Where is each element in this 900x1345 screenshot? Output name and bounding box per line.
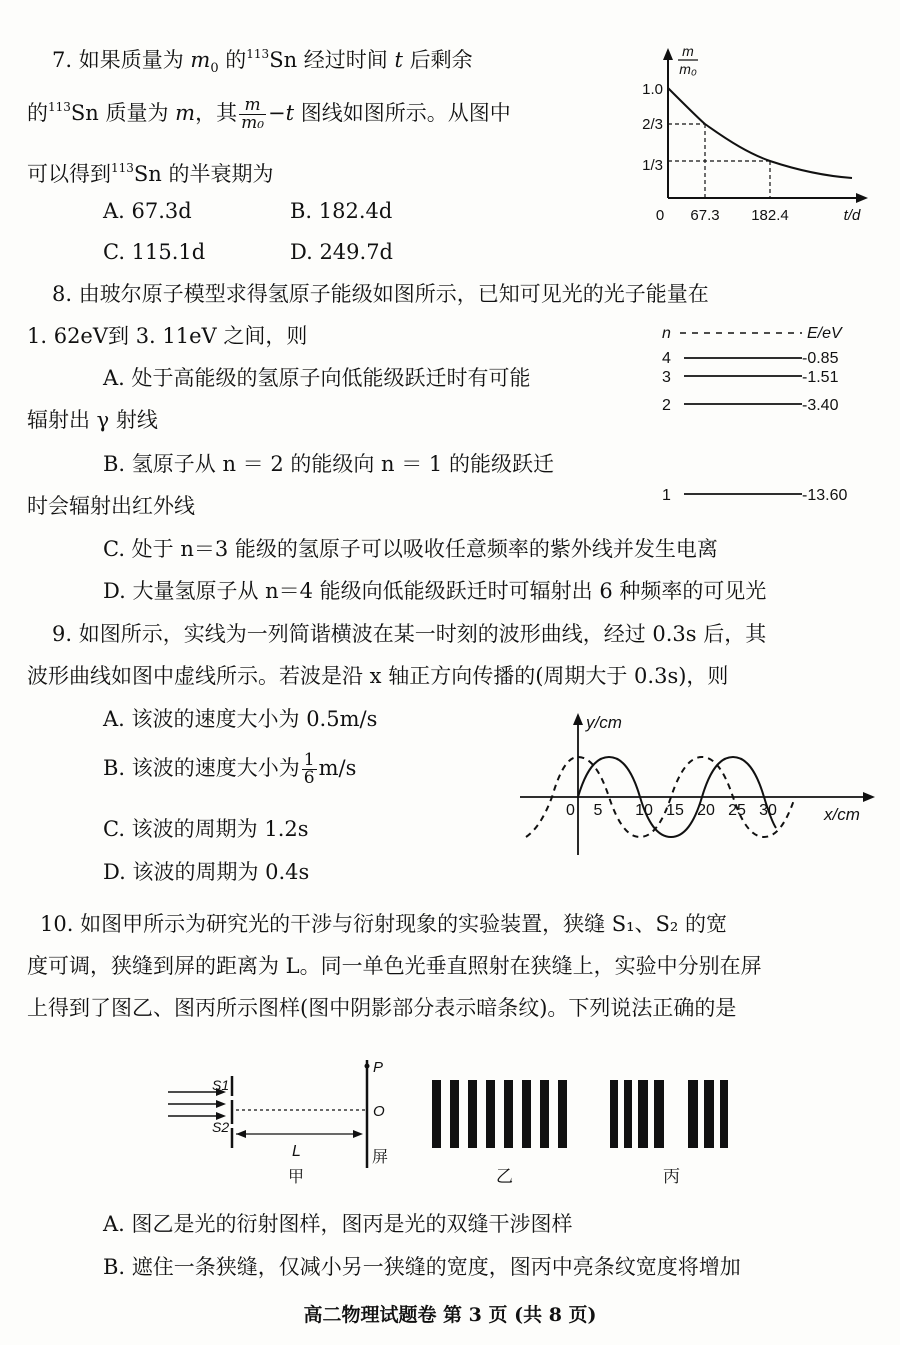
q9-line-2: 波形曲线如图中虚线所示。若波是沿 x 轴正方向传播的(周期大于 0.3s)，则: [27, 664, 729, 688]
q9-xtick-5: 5: [593, 802, 603, 819]
q10-option-a: A. 图乙是光的衍射图样，图丙是光的双缝干涉图样: [103, 1212, 573, 1236]
q7-line-2: 的$^{113}$Sn 质量为 m，其 $\frac{m}{\text{m₀}}$ −t 图线如图所示。从图中: [27, 95, 511, 133]
q9-xtick-30: 30: [759, 802, 777, 819]
q7-option-b: B. 182.4d: [290, 199, 393, 223]
q8-option-c: C. 处于 n＝3 能级的氢原子可以吸收任意频率的紫外线并发生电离: [103, 537, 718, 561]
q10-o-label: O: [373, 1103, 385, 1120]
q8-n-label: n: [662, 325, 671, 342]
q8-level-4-e: -0.85: [802, 350, 839, 367]
q8-line-1: 8. 由玻尔原子模型求得氢原子能级如图所示，已知可见光的光子能量在: [52, 282, 709, 306]
page-footer: 高二物理试题卷 第 3 页 (共 8 页): [303, 1304, 597, 1326]
q8-e-label: E/eV: [807, 325, 842, 342]
q7-origin: 0: [655, 207, 665, 224]
q8-option-d: D. 大量氢原子从 n＝4 能级向低能级跃迁时可辐射出 6 种频率的可见光: [103, 579, 767, 603]
q9-xlabel: x/cm: [824, 805, 860, 824]
q7-line-1: 7. 如果质量为 $m_0$ 的$^{113}$Sn 经过时间 t 后剩余: [52, 47, 473, 77]
q7-decay-graph: [630, 38, 880, 228]
q8-line-2: 1. 62eV到 3. 11eV 之间，则: [27, 324, 308, 348]
q10-bing-label: 丙: [663, 1167, 680, 1187]
q10-yi-label: 乙: [496, 1167, 513, 1187]
q8-option-a-1: A. 处于高能级的氢原子向低能级跃迁时有可能: [103, 366, 531, 390]
q8-level-3-e: -1.51: [802, 369, 839, 386]
q10-pattern-bing: [610, 1080, 740, 1148]
q7-ylabel-num: m: [682, 43, 694, 59]
q7-option-d: D. 249.7d: [290, 240, 394, 264]
q9-origin: 0: [566, 802, 575, 819]
q9-line-1: 9. 如图所示，实线为一列简谐横波在某一时刻的波形曲线，经过 0.3s 后，其: [52, 622, 767, 646]
q10-s1-label: S1: [212, 1077, 230, 1093]
q9-option-a: A. 该波的速度大小为 0.5m/s: [103, 707, 378, 731]
q7-ytick-3: 1/3: [642, 157, 663, 174]
q8-level-1-e: -13.60: [802, 487, 848, 504]
q7-decay-curve: [668, 88, 852, 178]
q9-xtick-10: 10: [635, 802, 653, 819]
q8-energy-level-diagram: [650, 318, 890, 518]
q10-p-label: P: [373, 1059, 384, 1076]
q7-ytick-2: 2/3: [642, 116, 663, 133]
q10-s2-label: S2: [212, 1119, 230, 1135]
q10-l-label: L: [292, 1143, 301, 1160]
q7-fraction: $\frac{m}{\text{m₀}}$: [241, 95, 265, 133]
q8-option-b-2: 时会辐射出红外线: [27, 494, 195, 518]
q7-xtick-1: 67.3: [690, 207, 720, 224]
q9-option-b: B. 该波的速度大小为 $\frac{1}{6}$ m/s: [103, 750, 357, 788]
q10-line-3: 上得到了图乙、图丙所示图样(图中阴影部分表示暗条纹)。下列说法正确的是: [27, 996, 737, 1020]
q9-ylabel: y/cm: [586, 713, 622, 732]
q9-xtick-20: 20: [697, 802, 715, 819]
q7-xlabel: t/d: [843, 207, 861, 224]
q10-screen-label: 屏: [372, 1149, 389, 1166]
q8-level-4-n: 4: [662, 350, 671, 367]
q8-option-a-2: 辐射出 γ 射线: [27, 408, 158, 432]
q9-wave-graph: [512, 700, 897, 860]
q7-option-c: C. 115.1d: [103, 240, 206, 264]
q10-apparatus-figure: [160, 1050, 400, 1190]
q8-level-2-n: 2: [662, 397, 671, 414]
q10-option-b: B. 遮住一条狭缝，仅减小另一狭缝的宽度，图丙中亮条纹宽度将增加: [103, 1255, 741, 1279]
q9-xtick-15: 15: [666, 802, 684, 819]
q8-option-b-1: B. 氢原子从 n ＝ 2 的能级向 n ＝ 1 的能级跃迁: [103, 452, 554, 476]
q10-line-1: 10. 如图甲所示为研究光的干涉与衍射现象的实验装置，狭缝 S₁、S₂ 的宽: [40, 912, 728, 936]
q7-ytick-1: 1.0: [642, 81, 663, 98]
q10-line-2: 度可调，狭缝到屏的距离为 L。同一单色光垂直照射在狭缝上，实验中分别在屏: [27, 954, 762, 978]
q9-option-c: C. 该波的周期为 1.2s: [103, 817, 309, 841]
q7-option-a: A. 67.3d: [103, 199, 192, 223]
q7-ylabel-den: m₀: [679, 61, 697, 77]
q8-level-1-n: 1: [662, 487, 671, 504]
q10-pattern-yi: [432, 1080, 582, 1148]
q9-option-d: D. 该波的周期为 0.4s: [103, 860, 310, 884]
q8-level-3-n: 3: [662, 369, 671, 386]
q10-jia-label: 甲: [288, 1169, 305, 1186]
q9-xtick-25: 25: [728, 802, 746, 819]
q7-line-3: 可以得到$^{113}$Sn 的半衰期为: [27, 161, 274, 186]
q8-level-2-e: -3.40: [802, 397, 839, 414]
q7-xtick-2: 182.4: [751, 207, 789, 224]
